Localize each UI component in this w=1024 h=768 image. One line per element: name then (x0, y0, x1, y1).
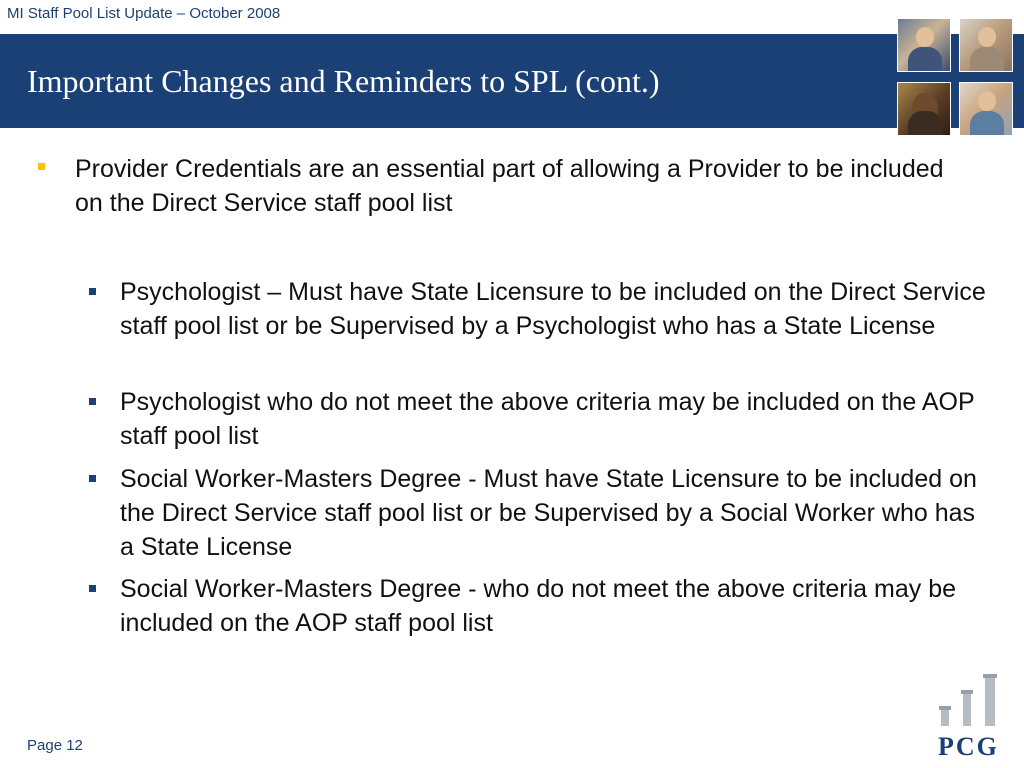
sub-bullet-text: Social Worker-Masters Degree - who do not meet the above criteria may be included on the AOP staff pool list (120, 575, 957, 637)
photo-man-smiling-icon (897, 82, 951, 136)
square-bullet-icon (89, 398, 96, 405)
square-bullet-icon (89, 288, 96, 295)
square-bullet-icon (89, 475, 96, 482)
sub-bullet-text: Social Worker-Masters Degree - Must have State Licensure to be included on the Direct Service staff pool list or be Supervised by a Social Worker who has a State License (120, 465, 977, 561)
photo-woman-smiling-icon (959, 18, 1013, 72)
main-bullet-text: Provider Credentials are an essential part of allowing a Provider to be included on the Direct Service staff pool list (75, 155, 944, 217)
square-bullet-icon (38, 163, 45, 170)
square-bullet-icon (89, 585, 96, 592)
photo-business-people-icon (897, 18, 951, 72)
sub-bullet-text: Psychologist who do not meet the above criteria may be included on the AOP staff pool list (120, 388, 975, 450)
slide-title: Important Changes and Reminders to SPL (cont.) (27, 63, 660, 99)
top-caption: MI Staff Pool List Update – October 2008 (7, 5, 281, 22)
page-number: Page 12 (27, 737, 83, 754)
photo-grid (893, 14, 1024, 138)
sub-bullet-text: Psychologist – Must have State Licensure to be included on the Direct Service staff pool list or be Supervised by a Psychologist who has a State License (120, 278, 986, 340)
photo-women-meeting-icon (959, 82, 1013, 136)
pcg-logo-text: PCG (938, 732, 999, 761)
